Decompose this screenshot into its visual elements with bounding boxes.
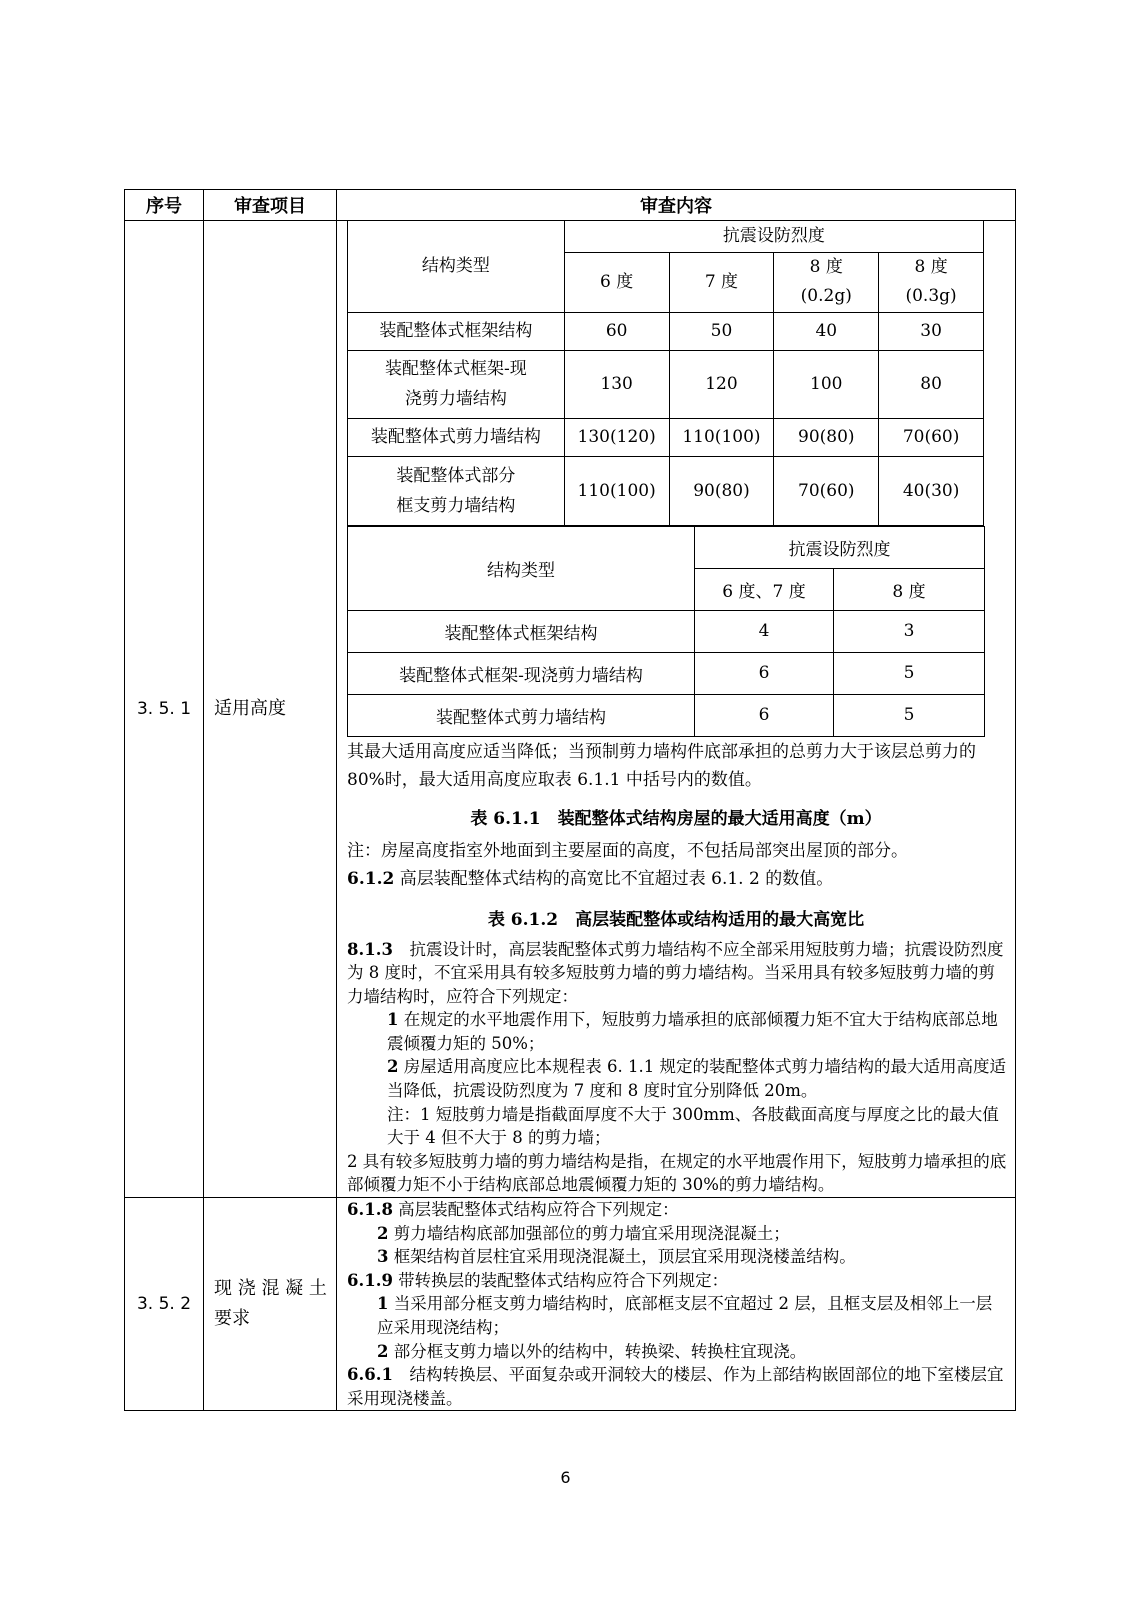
header-item: 审查项目	[204, 190, 337, 221]
t1-row	[348, 312, 984, 350]
t1-row	[348, 456, 984, 525]
t2-row-name: 装配整体式框架-现浇剪力墙结构	[348, 652, 695, 694]
clause-6-6-1: 6.6.1 结构转换层、平面复杂或开洞较大的楼层、作为上部结构嵌固部位的地下室楼层宜采用现浇楼盖。	[347, 1365, 1004, 1408]
clause-6-1-8-item-2: 2 剪力墙结构底部加强部位的剪力墙宜采用现浇混凝土；	[377, 1223, 790, 1243]
clause-8-1-3: 8.1.3 抗震设计时，高层装配整体式剪力墙结构不应全部采用短肢剪力墙；抗震设防烈度为 8 度时，不宜采用具有较多短肢剪力墙的剪力墙结构。当采用具有较多短肢剪力墙的剪力墙结构时，应符合下列规定：	[347, 939, 1004, 1006]
t1-cell: 110(100)	[669, 418, 774, 456]
t2-cell: 3	[834, 610, 985, 652]
t2-cell: 5	[834, 652, 985, 694]
t2-row	[348, 610, 985, 652]
t2-cell: 6	[695, 694, 834, 736]
clause-6-1-9: 6.1.9 带转换层的装配整体式结构应符合下列规定：	[347, 1270, 729, 1290]
t2-row-name: 装配整体式剪力墙结构	[348, 694, 695, 736]
t1-cell: 80	[879, 350, 984, 418]
clause-6-1-8-item-3: 3 框架结构首层柱宜采用现浇混凝土，顶层宜采用现浇楼盖结构。	[377, 1247, 856, 1267]
t1-row	[348, 418, 984, 456]
t2-row-name: 装配整体式框架结构	[348, 610, 695, 652]
t1-row-name: 装配整体式框架-现 浇剪力墙结构	[348, 350, 565, 418]
t1-cell: 100	[774, 350, 879, 418]
t2-intensity-label: 抗震设防烈度	[695, 526, 985, 568]
row2-item: 现 浇 混 凝 土 要求	[204, 1198, 337, 1411]
clause-8-1-3-item-1: 1 在规定的水平地震作用下，短肢剪力墙承担的底部倾覆力矩不宜大于结构底部总地震倾覆力矩的 50%；	[387, 1010, 998, 1053]
page-number: 6	[560, 1468, 571, 1487]
header-no: 序号	[125, 190, 204, 221]
t2-row	[348, 694, 985, 736]
t1-cell: 50	[669, 312, 774, 350]
header-row	[125, 190, 1016, 221]
ratio-table	[347, 526, 985, 737]
clause-6-1-2: 6.1.2 高层装配整体式结构的高宽比不宜超过表 6.1. 2 的数值。	[347, 868, 834, 889]
t1-intensity-label: 抗震设防烈度	[564, 221, 983, 252]
row1-number: 3. 5. 1	[125, 221, 204, 1198]
caption-table-6-1-2: 表 6.1.2 高层装配整体或结构适用的最大高宽比	[487, 909, 865, 930]
row1-content	[337, 221, 1016, 1198]
row2-content	[337, 1198, 1016, 1411]
t1-col-8b: 8 度 (0.3g)	[879, 252, 984, 312]
t1-row	[348, 350, 984, 418]
row1-item: 适用高度	[204, 221, 337, 1198]
clause-6-1-8: 6.1.8 高层装配整体式结构应符合下列规定：	[347, 1200, 679, 1220]
row-3-5-1	[125, 221, 1016, 1198]
note-many-short-walls: 2 具有较多短肢剪力墙的剪力墙结构是指，在规定的水平地震作用下，短肢剪力墙承担的底部倾覆力矩不小于结构底部总地震倾覆力矩的 30%的剪力墙结构。	[347, 1151, 1007, 1195]
t2-col-67: 6 度、7 度	[695, 568, 834, 610]
header-content: 审查内容	[337, 190, 1016, 221]
t1-cell: 130	[564, 350, 669, 418]
clause-8-1-3-item-2: 2 房屋适用高度应比本规程表 6. 1.1 规定的装配整体式剪力墙结构的最大适用高度适当降低，抗震设防烈度为 7 度和 8 度时宜分别降低 20m。	[387, 1057, 1006, 1101]
t1-cell: 90(80)	[669, 456, 774, 525]
t1-row-name: 装配整体式剪力墙结构	[348, 418, 565, 456]
note-short-wall: 注：1 短肢剪力墙是指截面厚度不大于 300mm、各肢截面高度与厚度之比的最大值大于 4 但不大于 8 的剪力墙；	[387, 1104, 999, 1148]
row-3-5-2	[125, 1198, 1016, 1411]
t2-col-8: 8 度	[834, 568, 985, 610]
t2-cell: 5	[834, 694, 985, 736]
t1-cell: 70(60)	[879, 418, 984, 456]
t1-cell: 40	[774, 312, 879, 350]
note-house-height: 注：房屋高度指室外地面到主要屋面的高度，不包括局部突出屋顶的部分。	[347, 840, 908, 861]
t1-cell: 130(120)	[564, 418, 669, 456]
t1-cell: 40(30)	[879, 456, 984, 525]
t1-cell: 90(80)	[774, 418, 879, 456]
row2-number: 3. 5. 2	[125, 1198, 204, 1411]
t1-cell: 110(100)	[564, 456, 669, 525]
height-table	[347, 221, 984, 526]
t2-cell: 6	[695, 652, 834, 694]
t1-cell: 70(60)	[774, 456, 879, 525]
t1-cell: 60	[564, 312, 669, 350]
clause-6-1-9-item-2: 2 部分框支剪力墙以外的结构中，转换梁、转换柱宜现浇。	[377, 1341, 807, 1361]
t1-col-8a: 8 度 (0.2g)	[774, 252, 879, 312]
t2-cell: 4	[695, 610, 834, 652]
t2-type-label: 结构类型	[348, 526, 695, 610]
review-table	[124, 189, 1016, 1411]
t1-col-6: 6 度	[564, 252, 669, 312]
t1-row-name: 装配整体式部分 框支剪力墙结构	[348, 456, 565, 525]
t1-type-label: 结构类型	[348, 221, 565, 312]
t1-cell: 120	[669, 350, 774, 418]
paragraph-height-reduction: 其最大适用高度应适当降低；当预制剪力墙构件底部承担的总剪力大于该层总剪力的 80%时，最大适用高度应取表 6.1.1 中括号内的数值。	[347, 741, 976, 790]
caption-table-6-1-1: 表 6.1.1 装配整体式结构房屋的最大适用高度（m）	[470, 808, 882, 829]
t1-col-7: 7 度	[669, 252, 774, 312]
t1-cell: 30	[879, 312, 984, 350]
clause-6-1-9-item-1: 1 当采用部分框支剪力墙结构时，底部框支层不宜超过 2 层，且框支层及相邻上一层应采用现浇结构；	[377, 1294, 993, 1337]
t2-row	[348, 652, 985, 694]
t1-row-name: 装配整体式框架结构	[348, 312, 565, 350]
